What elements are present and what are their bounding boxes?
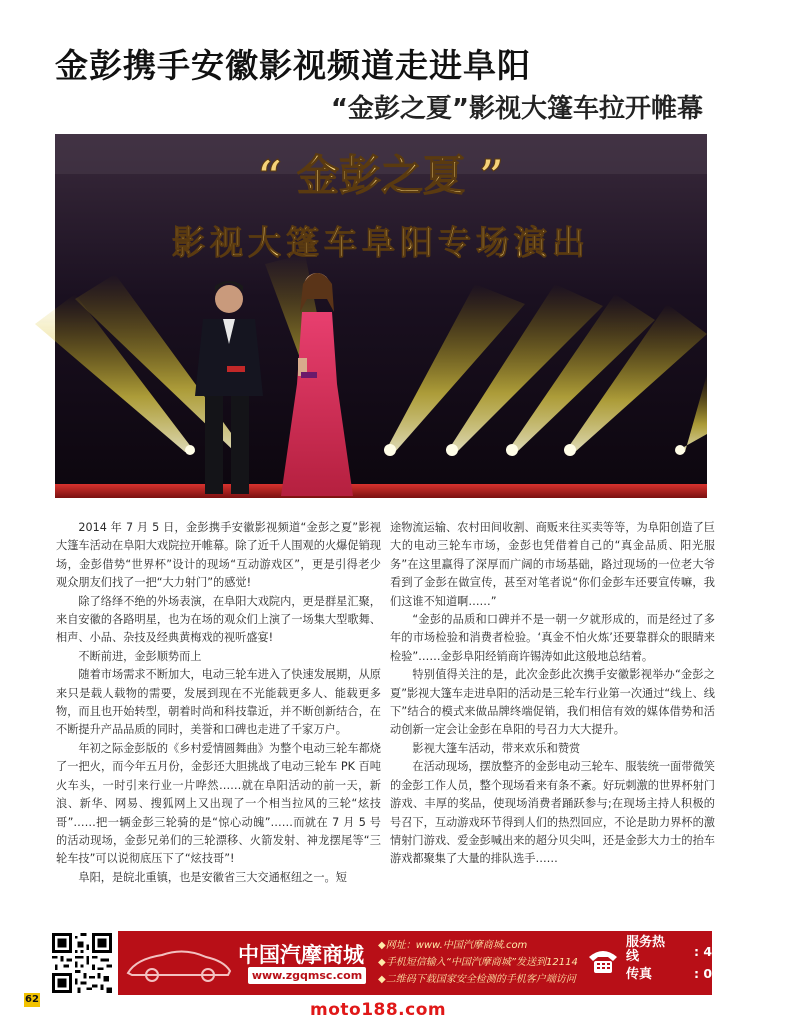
article-paragraph: 特别值得关注的是，此次金彭此次携手安徽影视举办“金彭之夏”影视大篷车走进阜阳的活动是三轮车行业第一次通过“线上、线下”结合的模式来做品牌终端促销，我们相信有效的媒体借势和活动创新一定会让金彭在阜阳的号召力大大提升。 [390, 668, 715, 737]
page-number: 62 [25, 994, 39, 1005]
ad-info-lines [378, 937, 578, 988]
article-paragraph: 途物流运输、农村田间收割、商贩来往买卖等等，为阜阳创造了巨大的电动三轮车市场，金彭也凭借着自己的“真金品质、阳光服务”在这里赢得了深厚而广阔的市场基础，路过现场的一位老大爷看到了金彭在做宣传，甚至对笔者说“你们金彭车还要宣传嘛，我们这谁不知道啊……” [390, 521, 715, 608]
ad-line-qr: ◆二维码下载国家安全检测的手机客户端访问 [378, 974, 576, 985]
footer-site-link[interactable]: moto188.com [310, 1000, 447, 1020]
stage-banner-title: “ 金彭之夏 ” [258, 151, 504, 200]
article-paragraph: “金彭的品质和口碑并不是一朝一夕就形成的，而是经过了多年的市场检验和消费者检验。‘真金不怕火炼’还要靠群众的眼睛来检验”……金彭阜阳经销商许锡涛如此这般地总结着。 [390, 613, 715, 663]
article-subheading: 影视大篷车活动，带来欢乐和赞赏 [412, 741, 581, 755]
ad-banner[interactable] [52, 931, 804, 995]
article-paragraph: 随着市场需求不断加大，电动三轮车进入了快速发展期，从原来只是载人载物的需要，发展到现在不光能载更多人、能载更多物，而且也开始转型，朝着时尚和科技靠近，并不断创新结合，在不断提升产品品质的同时，美誉和口碑也走进了千家万户。 [56, 668, 381, 737]
article-paragraph: 除了络绎不绝的外场表演，在阜阳大戏院内，更是群星汇聚，来自安徽的各路明星，也为在场的观众们上演了一场集大型歌舞、相声、小品、杂技及经典黄梅戏的视听盛宴! [56, 594, 381, 645]
car-logo-icon [124, 941, 234, 985]
subheadline: “金彭之夏”影视大篷车拉开帷幕 [330, 94, 703, 124]
article-right-column [390, 519, 715, 869]
service-hotline-label: 服务热线 [626, 935, 666, 964]
contact-numbers [694, 941, 804, 985]
article-paragraph: 在活动现场，摆放整齐的金彭电动三轮车、服装统一面带微笑的金彭工作人员，整个现场看来有条不紊。好玩刺激的世界杯射门游戏、丰厚的奖品，使现场消费者踊跃参与;在现场主持人积极的号召下，互动游戏环节得到人们的热烈回应，不论是助力界杯的激情射门游戏、爱金彭喊出来的超分贝尖叫，还是金彭大力士的抬车游戏都聚集了大量的排队选手…… [390, 760, 715, 866]
headline: 金彭携手安徽影视频道走进阜阳 [55, 46, 531, 85]
phone-icon [586, 947, 620, 975]
fax-number: : 023-67731065 [694, 966, 804, 981]
service-labels [626, 936, 666, 982]
article-paragraph: 2014 年 7 月 5 日，金彭携手安徽影视频道“金彭之夏”影视大篷车活动在阜阳大戏院拉开帷幕。除了近千人围观的火爆促销现场，金彭借势“世界杯”设计的现场“互动游戏区”，更是引得老少观众朋友们找了一把“大力射门”的感觉! [56, 521, 381, 590]
ad-panel[interactable] [118, 931, 804, 995]
article-subheading: 不断前进，金彭顺势而上 [78, 649, 202, 663]
article-left-column [56, 519, 381, 887]
event-photo [55, 134, 707, 498]
ad-line-sms: ◆手机短信输入“中国汽摩商城”发送到12114 [378, 957, 578, 968]
ad-line-website[interactable]: ◆网址：www.中国汽摩商城.com [378, 940, 528, 951]
fax-label: 传真 [626, 967, 653, 982]
service-hotline-number[interactable]: : 400-023-5959 [694, 944, 801, 959]
stage-banner-subtitle: 影视大篷车阜阳专场演出 [172, 223, 590, 262]
article-paragraph: 阜阳，是皖北重镇，也是安徽省三大交通枢纽之一。短 [78, 870, 347, 884]
article-paragraph: 年初之际金彭版的《乡村爱情圆舞曲》为整个电动三轮车都烧了一把火，而今年五月份，金彭还大胆挑战了电动三轮车 PK 百吨火车头，一时引来行业一片哗然……就在阜阳活动的前一天，新浪、新华、网易、搜狐网上又出现了一个相当拉风的三轮“炫技哥”……把一辆金彭三轮骑的是“惊心动魄”……而就在 7 月 5 号的活动现场，金彭兄弟们的三轮漂移、火箭发射、神龙摆尾等“三轮车技”可以说彻底压下了“炫技哥”! [56, 741, 381, 866]
ad-brand-url[interactable]: www.zgqmsc.com [248, 967, 366, 984]
ad-brand-name: 中国汽摩商城 [238, 943, 364, 967]
qr-code-icon[interactable] [52, 933, 112, 993]
